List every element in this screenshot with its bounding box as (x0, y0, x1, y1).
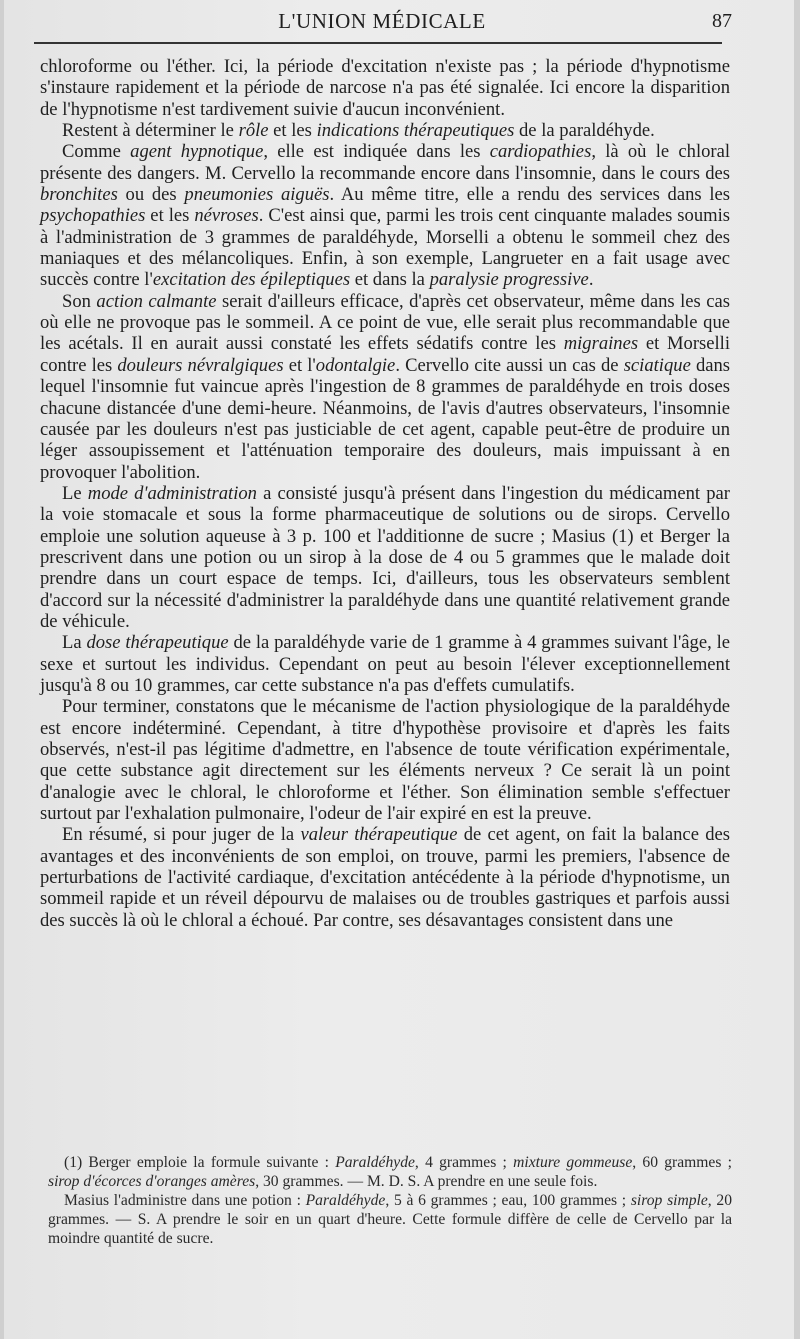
page-number: 87 (712, 9, 732, 32)
text-run: , 60 grammes ; (632, 1154, 733, 1171)
text-run: En résumé, si pour juger de la (62, 824, 301, 846)
footnotes (48, 1153, 732, 1248)
italic-term: mode d'administration (87, 482, 257, 504)
text-run: de la paraldéhyde. (514, 120, 655, 142)
italic-term: névroses (194, 205, 259, 227)
text-run: et Morselli contre les (40, 333, 730, 376)
italic-term: paralysie progressive (429, 269, 589, 291)
italic-term: douleurs névralgiques (117, 354, 284, 376)
footnote (48, 1191, 732, 1248)
italic-term: migraines (563, 333, 639, 355)
italic-term: odontalgie (315, 354, 396, 376)
italic-term: valeur thérapeutique (300, 824, 458, 846)
footnote (48, 1153, 732, 1191)
text-run: . (588, 269, 594, 291)
italic-term: bronchites (40, 184, 118, 206)
page-header (40, 8, 732, 34)
paragraph (40, 824, 730, 931)
text-run: de cet agent, on fait la balance des avantages et des inconvénients de son emploi, on trouve, parmi les premiers, l'absence de perturbations de l'activité cardiaque, d'excitation antécédente à la période d'hypnotisme, un sommeil rapide et un réveil dépourvu de malaises ou de troubles gastriques et parfois aussi des succès là où le chloral a échoué. Par contre, ses désavantages consistent dans une (40, 824, 730, 931)
italic-term: action calmante (96, 290, 217, 312)
italic-term: sirop d'écorces d'oranges amères (48, 1173, 256, 1190)
text-run: (1) Berger emploie la formule suivante : (64, 1154, 336, 1171)
header-rule (34, 42, 722, 44)
text-run: Son (62, 290, 97, 312)
text-run: , 4 grammes ; (414, 1154, 514, 1171)
text-run: , elle est indiquée dans les (263, 141, 490, 163)
text-run: Pour terminer, constatons que le mécanisme de l'action physiologique de la paraldéhyde est encore indéterminé. Cependant, à titre d'hypothèse provisoire et d'après les faits observés, n'est-il pas légitime d'admettre, en l'absence de toute vérification expérimentale, que cette substance agit directement sur les éléments nerveux ? Ce serait là un point d'analogie avec le chloral, le chloroforme et l'éther. Son élimination semble s'effectuer surtout par l'exhalation pulmonaire, l'odeur de l'air expiré en est la preuve. (40, 696, 730, 825)
text-run: Restent à déterminer le (62, 120, 239, 142)
italic-term: rôle (238, 120, 269, 142)
italic-term: dose thérapeutique (86, 632, 229, 654)
text-run: Le (62, 482, 88, 504)
text-run: . Cervello cite aussi un cas de (395, 354, 624, 376)
text-run: La (62, 632, 87, 654)
text-run: , là où le chloral présente des dangers. M. Cervello la recommande encore dans l'insomnie, dans le cours des (40, 141, 731, 184)
italic-term: excitation des épileptiques (152, 269, 351, 291)
italic-term: sciatique (623, 354, 691, 376)
text-run: , 20 grammes. — S. A prendre le soir en un quart d'heure. Cette formule diffère de celle de Cervello par la moindre quantité de sucre. (48, 1192, 732, 1247)
text-run: , 5 à 6 grammes ; eau, 100 grammes ; (385, 1192, 631, 1209)
text-run: a consisté jusqu'à présent dans l'ingestion du médicament par la voie stomacale et sous la forme pharmaceutique de solutions ou de sirops. Cervello emploie une solution aqueuse à 3 p. 100 et l'additionne de sucre ; Masius (1) et Berger la prescrivent dans une potion ou un sirop à la dose de 4 ou 5 grammes que le malade doit prendre dans un court espace de temps. Ici, d'ailleurs, tous les observateurs semblent d'accord sur la nécessité d'administrer la paraldéhyde dans une quantité relativement grande de véhicule. (40, 482, 730, 632)
text-run: et l' (283, 354, 316, 376)
paragraph (40, 141, 730, 290)
italic-term: pneumonies aiguës (184, 184, 330, 206)
italic-term: cardiopathies (489, 141, 592, 163)
text-run: et les (268, 120, 317, 142)
italic-term: agent hypnotique (130, 141, 264, 163)
paragraph (40, 120, 730, 141)
italic-term: indications thérapeutiques (316, 120, 515, 142)
text-run: chloroforme ou l'éther. Ici, la période d'excitation n'existe pas ; la période d'hypnotisme s'instaure rapidement et la période de narcose n'a pas été signalée. Ici encore la disparition de l'hypnotisme n'est tardivement suivie d'aucun inconvénient. (40, 56, 730, 120)
text-run: , 30 grammes. — M. D. S. A prendre en une seule fois. (255, 1173, 598, 1190)
book-page (4, 0, 794, 1339)
italic-term: Paraldéhyde (335, 1154, 415, 1171)
text-run: et dans la (350, 269, 430, 291)
text-run: dans lequel l'insomnie fut vaincue après l'ingestion de 8 grammes de paraldéhyde en trois doses chacune distancée d'une demi-heure. Néanmoins, de l'avis d'autres observateurs, l'insomnie causée par les douleurs n'est pas justiciable de cet agent, capable peut-être de produire un léger assoupissement et l'atténuation temporaire des douleurs, mais impuissant à en provoquer l'abolition. (40, 354, 731, 483)
running-title: L'UNION MÉDICALE (278, 8, 486, 33)
paragraph (40, 483, 730, 632)
italic-term: psychopathies (40, 205, 146, 227)
paragraph (40, 56, 730, 120)
paragraph (40, 696, 730, 824)
paragraph (40, 632, 730, 696)
body-text (40, 56, 730, 931)
text-run: ou des (117, 184, 185, 206)
italic-term: sirop simple (630, 1192, 708, 1209)
text-run: . Au même titre, elle a rendu des services dans les (329, 184, 731, 206)
text-run: Comme (62, 141, 131, 163)
paragraph (40, 291, 730, 483)
italic-term: mixture gommeuse (513, 1154, 633, 1171)
text-run: de la paraldéhyde varie de 1 gramme à 4 grammes suivant l'âge, le sexe et surtout les individus. Cependant on peut au besoin l'élever exceptionnellement jusqu'à 8 ou 10 grammes, car cette substance n'a pas d'effets cumulatifs. (40, 632, 730, 696)
italic-term: Paraldéhyde (305, 1192, 386, 1209)
text-run: Masius l'administre dans une potion : (64, 1192, 306, 1209)
text-run: et les (145, 205, 195, 227)
text-run: . C'est ainsi que, parmi les trois cent cinquante malades soumis à l'administration de 3 grammes de paraldéhyde, Morselli a obtenu le sommeil chez des maniaques et des mélancoliques. Enfin, à son exemple, Langrueter en a fait usage avec succès contre l' (40, 205, 730, 291)
text-run: serait d'ailleurs efficace, d'après cet observateur, même dans les cas où elle ne provoque pas le sommeil. A ce point de vue, elle serait plus recommandable que les acétals. Il en aurait aussi constaté les effets sédatifs contre les (40, 290, 730, 355)
